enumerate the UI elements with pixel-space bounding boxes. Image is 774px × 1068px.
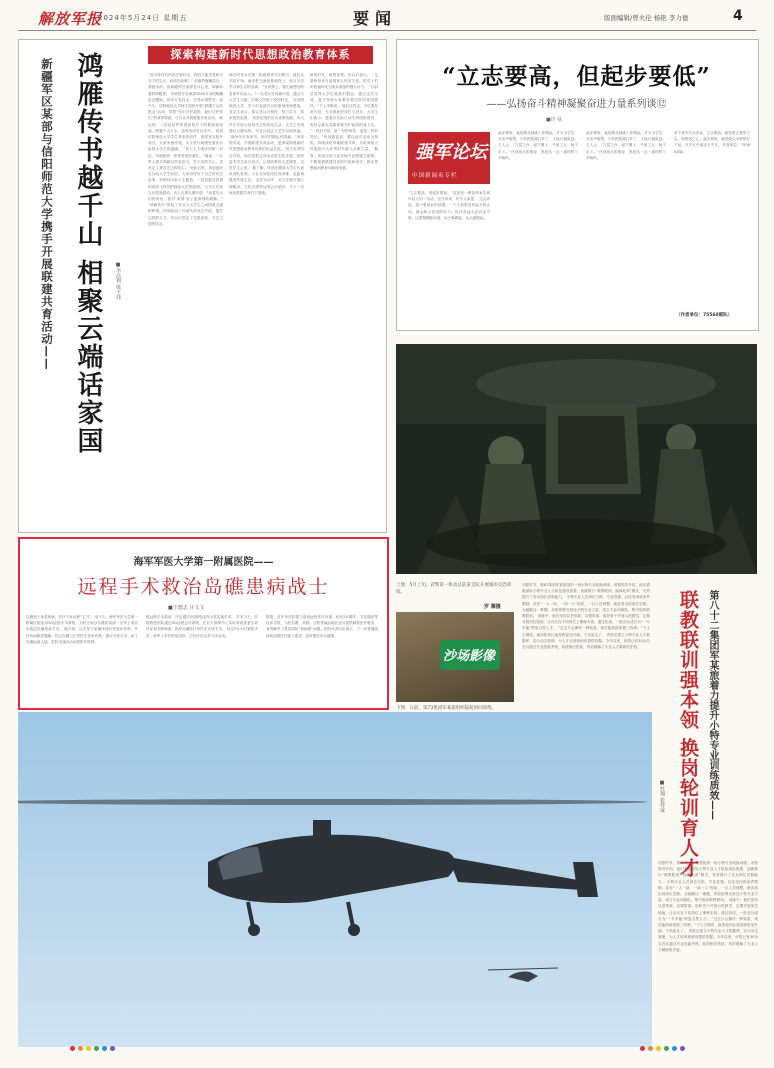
footer-dot: [70, 1046, 75, 1051]
united-byline: ■杜翔 张祥成: [659, 780, 665, 813]
footer-dot: [656, 1046, 661, 1051]
footer-dot: [94, 1046, 99, 1051]
header-divider: [18, 30, 756, 31]
training-photo-illustration: [396, 344, 757, 574]
hospital-body-col2: 展远程手术救治，决定通过5G网络连线为其实施手术。 手术当天，医院教授团队通过5G远程会诊系统，在后方指挥中心实时查看患者生命体征和术野画面，指导岛礁医疗所医生完成手术。 经过约1小时紧张手术，该军士术后恢复良好，已经可以正常下床活动。: [146, 615, 258, 638]
united-headline: 联教联训强本领 换岗轮训育人才: [677, 590, 699, 878]
opinion-body-col1: “立志要高，但起步要低。”这是老一辈革命家告诫年轻人的一句话，至今读来，仍令人深思。 立志高远，是干事创业的前提。一个人如果没有远大的志向，就会缺少前进的动力。但仅有远大志向还不够，还需要脚踏实地，从小事做起，从点滴做起。: [408, 191, 490, 220]
feature-headline: 鸿雁传书越千山 相聚云端话家国: [73, 52, 103, 456]
footer-dot: [680, 1046, 685, 1051]
column-logo-subtitle: 中国新闻名专栏: [412, 173, 458, 179]
section-title: 要闻: [353, 9, 398, 28]
footer-dot: [102, 1046, 107, 1051]
helicopter-photo: [18, 712, 652, 1047]
feature-body-col3: 新的时代，新的征程。官兵们表示，一定要珍惜来自祖国和人民的关爱，把学子们的祝福转化为练兵备战的强大动力。 “以前总觉得大学生离我们很远，通过这次交流，我才发现大家都有着同样的家国情怀。”下士李明说。 他们还约定，今后要经常写信，分享彼此的成长与进步。大学生们表示，愿意以实际行动支持国防建设，有机会要去高原看看守护祖国的战士们。 “一封封书信，是一份份牵挂，更是一份份责任。”该部政委说，要以此次活动为契机，持续深化军地联建共育，为培养担当民族复兴大任的时代新人贡献力量。 据悉，该部还将与更多地方高校建立联系，不断拓展联建共育的内容和形式，推动思想政治教育向纵深发展。: [310, 73, 378, 171]
footer-dot: [672, 1046, 677, 1051]
upper-photo-caption: 上图：5月上旬，武警第一机动总队某支队开展城市反恐训练。: [396, 583, 512, 595]
opinion-author: ■许 弦: [546, 117, 563, 123]
upper-photo-credit: 罗 寨摄: [484, 604, 501, 610]
page-editors: 版面编辑/曾火伦 杨艳 李力德: [604, 14, 689, 22]
helicopter-photo-illustration: [18, 712, 652, 1047]
column-logo-title: 强军论坛: [415, 142, 487, 163]
opinion-body-col2: 起步要低，就是要从基础工作做起，甘当小学生，甘坐冷板凳。只有把基础打牢了，才能行稳致远。 古人云：“九层之台，起于累土；千里之行，始于足下。”任何伟大的事业，都是从一点一滴的努力开始的。: [498, 131, 578, 160]
united-kicker: 第八十二集团军某旅着力提升小特专业训练质效——: [707, 590, 718, 820]
masthead-logo: 解放军报: [38, 10, 103, 28]
hospital-byline: ■王德志 汪文文: [168, 605, 205, 611]
footer-dot: [78, 1046, 83, 1051]
opinion-headline: “立志要高，但起步要低”: [442, 63, 711, 90]
opinion-body-col3: 起步要低，就是要从基础工作做起，甘当小学生，甘坐冷板凳。只有把基础打牢了，才能行稳致远。 古人云：“九层之台，起于累土；千里之行，始于足下。”任何伟大的事业，都是从一点一滴的努力开始的。: [586, 131, 666, 160]
opinion-body-col4: 对于青年官兵来说，立志要高，就是要立强军之志，树报国之心；起步要低，就是要从本职岗位干起，在平凡中创造不平凡。 作者单位：75560部队: [674, 131, 750, 154]
footer-dot: [110, 1046, 115, 1051]
footer-dot: [86, 1046, 91, 1051]
feature-kicker: 新疆军区某部与信阳师范大学携手开展联建共育活动——: [40, 58, 54, 371]
lower-photo-caption: 下图：日前，第73集团军某旅组织陆航协同训练。: [396, 706, 497, 711]
masthead-date: 2024年5月24日 星期五: [98, 14, 188, 22]
united-body-bottom: 初夏时节，第82集团军某旅组织一场小特专业轮换训练。该旅领导介绍，他们着眼部队小特专业人才队伍建设需要，创新推行“联教联训、换岗轮训”模式，有效提升了官兵岗位任职能力。 小特专业人员岗位分散、专业性强，以往受训练条件限制，存在“一人一岗、一岗一人”现象，一旦人员调整，就容易出现岗位空缺。为破解这一难题，该旅统筹各营连小特专业力量，成立专业训练队，集中组织联教联训。 训练中，他们坚持以老带新、以强带弱，组织骨干开展示范教学，定期开展岗位轮换，让官兵在不同岗位上锤炼本领。通过轮训，一批官兵成长为“一专多能”的复合型人才。 “过去只会操作一种装备，现在能熟练掌握三四种。”下士王刚说，换岗轮训让他视野更加开阔，干劲更足了。 该旅还建立小特专业人才数据库，实行动态管理，为人才培养和使用提供依据。今年以来，该旅已有30余名官兵通过专业技能考核，取得相应资质，有效缓解了专业人才紧缺的矛盾。: [658, 861, 758, 952]
feature-body-col1: “因为有你们的坚守和付出，我们才能享受和平安宁的生活，向你们致敬！” 前夏的喀喇昆仑，寒意未消，但新疆军区某部官兵心里，却涌动着阵阵暖意。 该部驻守在海拔5000多米的喀喇昆仑腹地，常年大雪封山，自然环境恶劣。前不久，信阳师范大学师生组织开展“跨越千山的思念”活动，带着“你们守护祖国，我们守护你们”的真挚情感，与官兵开展联建共育活动。 就这样，一封封信件带着高校学子的敬意和祝福，跨越千山万水，送到该部官兵手中。 收到信阳师范大学学生寄来的信件，该部官兵格外高兴。大家争相传阅，从字里行间感受着来自祖国大学生的温暖。 “我上士王强读到第一封信，仿佛看到一张张青春的面孔。”他说，一名军人面对奉献自然有担当，学子们的关心，更坚定了我们守边的信心。 受此启发，该部组织官兵给大学生回信。大家纷纷写下自己的戍边故事、训练经历和人生感悟，一封封饱含真情的回信飞向信阳师范大学的校园。 大学生们读完后很受感动，有人在朋友圈写道：“读着官兵们的来信，我对‘家国’有了更深刻的理解。” “鸿雁传书”搭起了官兵与大学生之间情感交流的桥梁。该部政治工作部负责同志介绍，通过这样的方式，官兵们坚定了扎根高原、守边卫国的信念。: [148, 73, 223, 226]
hospital-body-col1: 岛礁战士身患疾病，医疗专家远程“主刀”。前不久，海军军医大学第一附属医院运用5G远程手术系统，为驻守南沙岛礁的某部一名军士成功实施急性阑尾炎手术。 据介绍，这名军士前期体检时发现有异常，并伴有间歇性腹痛。经过岛礁卫生所医生初步诊断，建议尽快手术。由于岛礁远离大陆，医院迅速启动远程医疗机制。: [26, 615, 138, 644]
page-number: 4: [733, 8, 743, 24]
feature-body-col2: 那边的官兵们第一批就被青年们吸引。他们从书信开始，逐步把交流延伸到线上，相互分享学习和生活的点滴。 “在高原上，我们最想念的是家乡的亲人。”一名老兵在视频中说，通过与大学生交流，仿佛又回到了校园时光。 在信阳师范大学，学子们也被官兵的事迹深深感染。有学生表示，要以官兵为榜样，努力学习，将来报效祖国。 该部还组织官兵录制视频，向大学生们展示高原戍边的真实生活；大学生们则通过云端连线，为官兵送去文艺节目和祝福。 “战争年代有家书，和平时期也有鸿雁。”该部领导说，开展联建共育活动，是探索构建新时代思想政治教育体系的有益尝试。 校方负责同志介绍，他们将把这项活动常态化开展，组织更多学生参与其中，让国防教育走进课堂、走进学生心里。 据了解，该部还邀请大学生代表来部队参观，与官兵同吃同住同训练，近距离感受军营生活。 此次活动中，双方还就开展心理服务、文化共建等达成合作意向，为下一步深化联建共育打下基础。: [229, 73, 304, 195]
column-badge-text: 沙场影像: [443, 649, 496, 664]
feature-byline: ■李高利 梁子玮: [115, 262, 121, 300]
hospital-kicker: 海军军医大学第一附属医院——: [133, 557, 274, 568]
hospital-headline: 远程手术救治岛礁患病战士: [77, 576, 330, 598]
training-photo: [396, 344, 757, 574]
opinion-subtitle: ——弘扬奋斗精神凝聚奋进力量系列谈⑫: [486, 99, 667, 110]
footer-dot: [648, 1046, 653, 1051]
opinion-author-note: （作者单位：75560部队）: [676, 313, 733, 318]
column-banner: 探索构建新时代思想政治教育体系: [148, 46, 373, 64]
hospital-body-col3: 据悉，近年来医院着力建设远程医疗体系，依托5G网络、卫星通信等技术手段，为驻岛礁、高原、边防等偏远地区官兵提供精准医疗服务，有效解决了基层部队“看病难”问题。医院负责同志表示，下一步将继续深化远程医疗能力建设，更好服务官兵健康。: [266, 615, 378, 638]
footer-dot: [640, 1046, 645, 1051]
united-body-top: 初夏时节，第82集团军某旅组织一场小特专业轮换训练。该旅领导介绍，他们着眼部队小特专业人才队伍建设需要，创新推行“联教联训、换岗轮训”模式，有效提升了官兵岗位任职能力。 小特专业人员岗位分散、专业性强，以往受训练条件限制，存在“一人一岗、一岗一人”现象，一旦人员调整，就容易出现岗位空缺。为破解这一难题，该旅统筹各营连小特专业力量，成立专业训练队，集中组织联教联训。 训练中，他们坚持以老带新、以强带弱，组织骨干开展示范教学，定期开展岗位轮换，让官兵在不同岗位上锤炼本领。通过轮训，一批官兵成长为“一专多能”的复合型人才。 “过去只会操作一种装备，现在能熟练掌握三四种。”下士王刚说，换岗轮训让他视野更加开阔，干劲更足了。 该旅还建立小特专业人才数据库，实行动态管理，为人才培养和使用提供依据。今年以来，该旅已有30余名官兵通过专业技能考核，取得相应资质，有效缓解了专业人才紧缺的矛盾。: [522, 583, 650, 650]
footer-dot: [664, 1046, 669, 1051]
